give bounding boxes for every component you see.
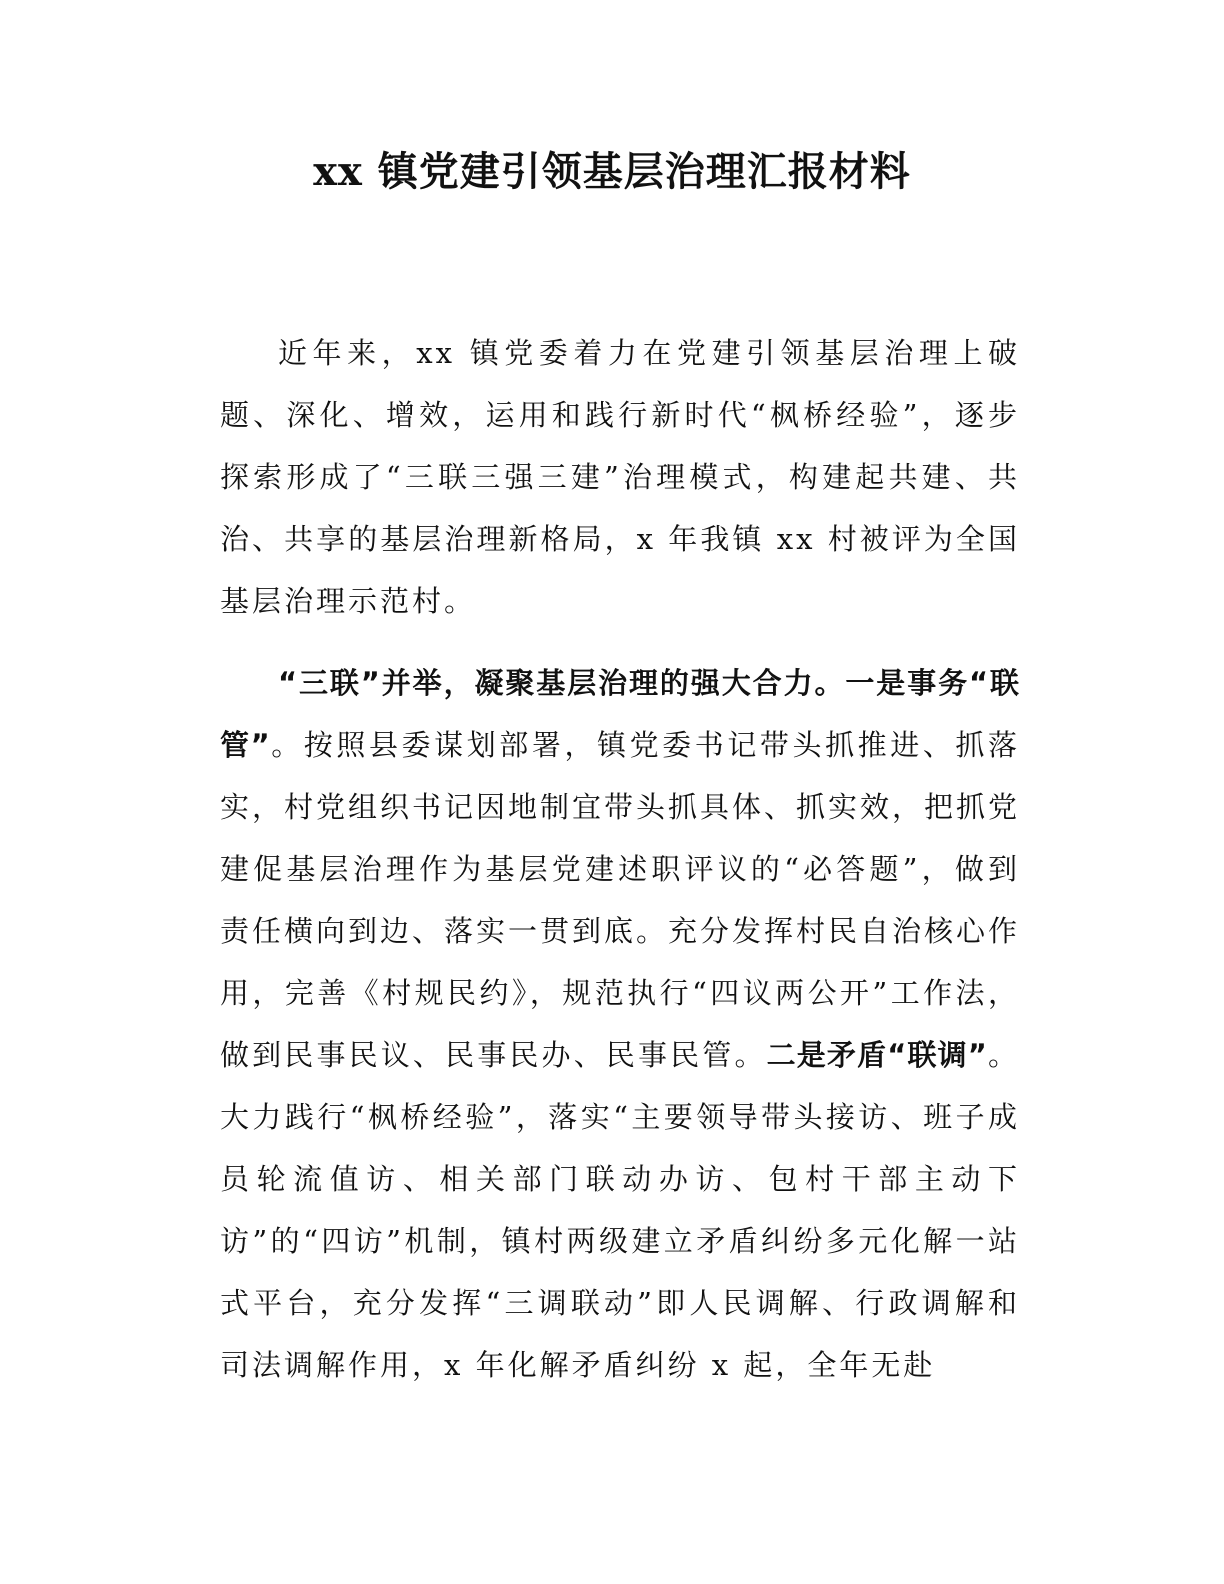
paragraph-text: 。按照县委谋划部署，镇党委书记带头抓推进、抓落实，村党组织书记因地制宜带头抓具体、抓实效，把抓党建促基层治理作为基层党建述职评议的“必答题”，做到责任横向到边、落实一贯到底。充分发挥村民自治核心作用，完善《村规民约》，规范执行“四议两公开”工作法，做到民事民议、民事民办、民事民管。	[220, 728, 1021, 1072]
paragraph-text: 。大力践行“枫桥经验”，落实“主要领导带头接访、班子成员轮流值访、相关部门联动办访、包村干部主动下访”的“四访”机制，镇村两级建立矛盾纠纷多元化解一站式平台，充分发挥“三调联动”即人民调解、行政调解和司法调解作用，x 年化解矛盾纠纷 x 起，全年无赴	[220, 1038, 1020, 1382]
subpoint-heading-bold: 二是矛盾“联调”	[766, 1038, 988, 1072]
document-title: xx 镇党建引领基层治理汇报材料	[313, 148, 911, 195]
intro-paragraph: 近年来，xx 镇党委着力在党建引领基层治理上破题、深化、增效，运用和践行新时代“枫桥经验”，逐步探索形成了“三联三强三建”治理模式，构建起共建、共治、共享的基层治理新格局，x 年我镇 xx 村被评为全国基层治理示范村。	[220, 336, 1020, 618]
section-paragraph-sanlian	[220, 652, 1020, 1396]
document-body	[220, 322, 1020, 1396]
section-heading-bold: “三联”并举，凝聚基层治理的强大合力。一是事务“联管”	[220, 666, 1020, 762]
